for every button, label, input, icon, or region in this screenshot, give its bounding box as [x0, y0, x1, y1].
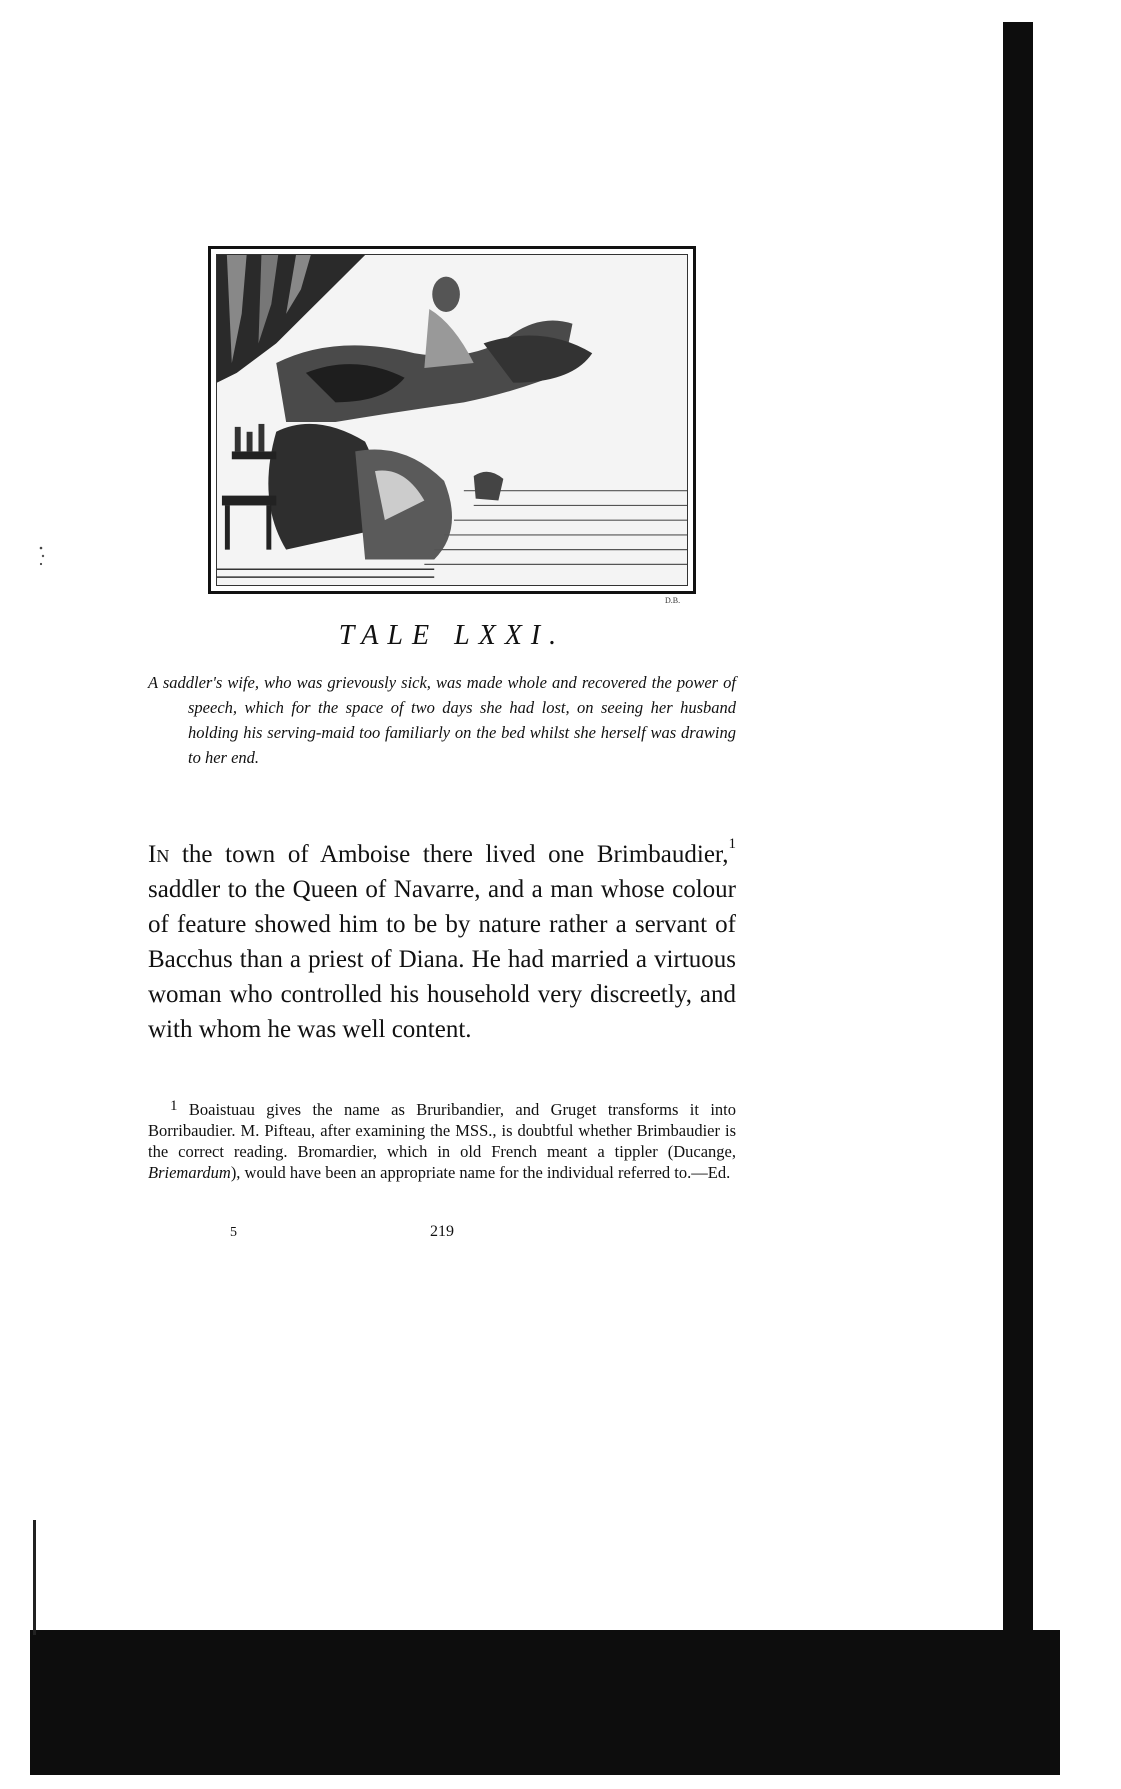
footnote-italic: Briemardum — [148, 1162, 231, 1182]
footnote — [148, 1099, 736, 1183]
body-text-part1: the town of Amboise there lived one Brimbaudier, — [169, 841, 729, 868]
engraving-illustration — [217, 255, 687, 585]
lead-word: In — [148, 841, 170, 868]
footnote-text-part1: Boaistuau gives the name as Bruribandier, and Gruget transforms it into Borribaudier. M. Pifteau, after examining the MSS., is doubtful whether Brimbaudier is the correct reading. Bromardier, which in old French meant a tippler (Ducange, — [148, 1099, 736, 1161]
body-text-part2: saddler to the Queen of Navarre, and a man whose colour of feature showed him to be by nature rather a servant of Bacchus than a priest of Diana. He had married a virtuous woman who controlled his household very discreetly, and with whom he was well content. — [148, 876, 736, 1043]
footnote-text-part2: ), would have been an appropriate name for the individual referred to.—Ed. — [230, 1162, 731, 1182]
scan-specks — [38, 545, 46, 573]
tale-title: TALE LXXI. — [338, 620, 566, 651]
footnote-marker: 1 — [170, 1097, 178, 1114]
signature-mark: 5 — [230, 1225, 237, 1240]
scan-edge-bottom — [30, 1630, 1060, 1775]
page-number: 219 — [430, 1223, 454, 1240]
scan-left-line — [33, 1520, 36, 1635]
engraving-plate — [208, 246, 696, 594]
tale-summary: A saddler's wife, who was grievously sick, was made whole and recovered the power of speech, which for the space of two days she had lost, on seeing her husband holding his serving-maid too familiarly on the bed whilst she herself was drawing to her end. — [148, 673, 736, 767]
footnote-reference: 1 — [728, 836, 736, 852]
plate-signature: D.B. — [665, 596, 681, 605]
body-paragraph — [148, 837, 736, 1047]
scan-edge-right — [1003, 22, 1033, 1647]
